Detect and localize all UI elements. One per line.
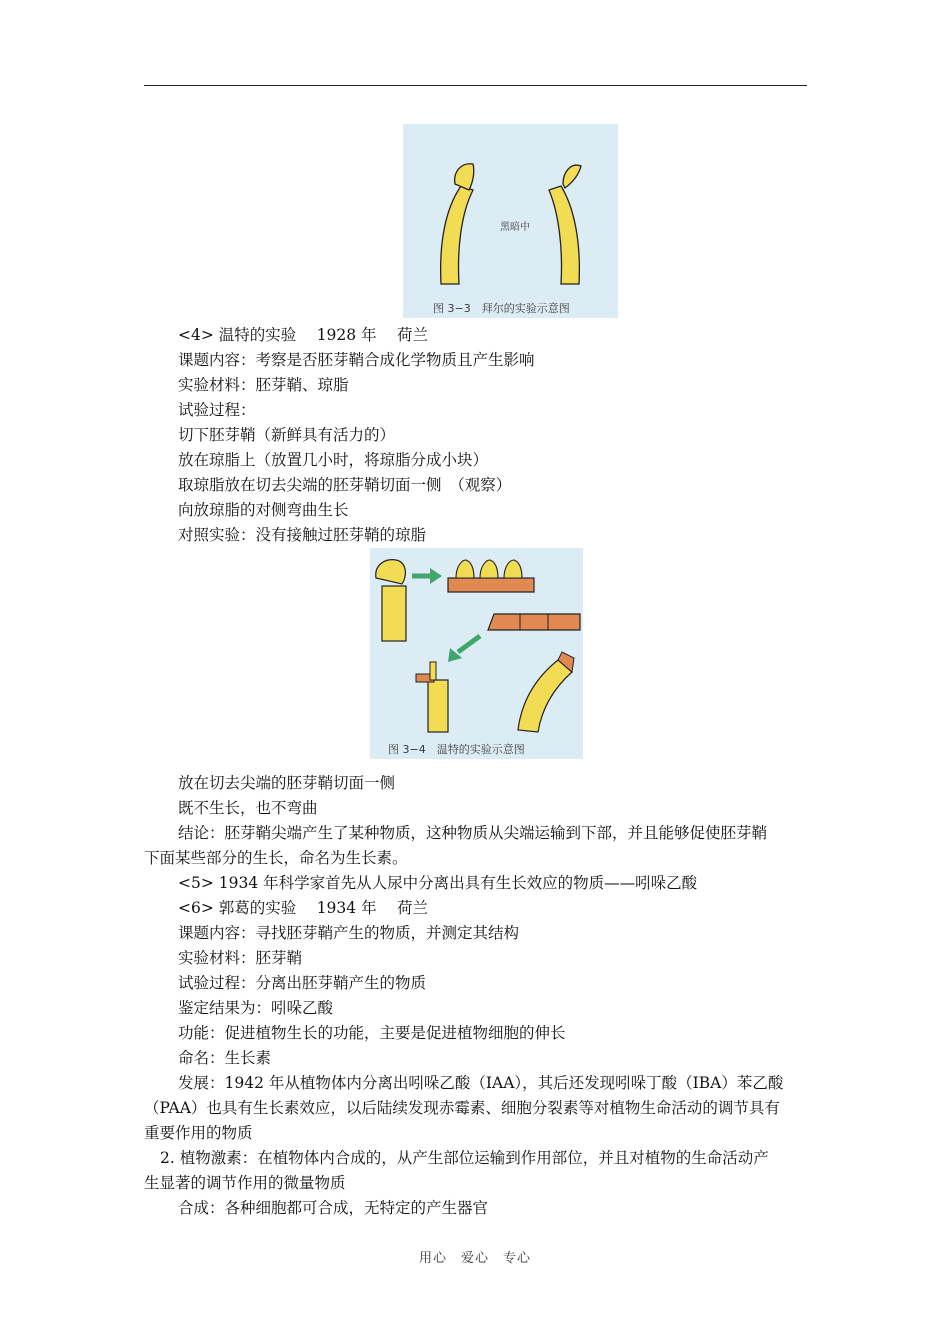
text-line-kogl-experiment: <6> 郭葛的实验 1934 年 荷兰 (178, 899, 428, 917)
tip-on-agar-1 (456, 560, 474, 578)
figure1-caption: 图 3−3 拜尔的实验示意图 (433, 302, 570, 315)
figure-went-experiment (370, 548, 583, 759)
figure-bayer-experiment (403, 124, 618, 318)
small-stub (430, 662, 436, 680)
text-line: 下面某些部分的生长，命名为生长素。 (144, 849, 408, 867)
text-line: 放在切去尖端的胚芽鞘切面一侧 (178, 774, 396, 792)
decapitated-coleoptile (428, 680, 448, 732)
agar-block-with-tips (448, 578, 534, 592)
text-line: （PAA）也具有生长素效应，以后陆续发现赤霉素、细胞分裂素等对植物生命活动的调节具有 (144, 1099, 780, 1117)
left-tip (455, 164, 474, 190)
text-line: 切下胚芽鞘（新鲜具有活力的） (178, 426, 396, 444)
arrow-down-left (458, 636, 480, 652)
text-line: 重要作用的物质 (144, 1124, 253, 1142)
text-line: 发展：1942 年从植物体内分离出吲哚乙酸（IAA），其后还发现吲哚丁酸（IBA）苯乙酸 (178, 1074, 784, 1092)
dark-label: 黑暗中 (500, 222, 530, 233)
curved-coleoptile (518, 660, 572, 732)
right-tip (563, 165, 581, 188)
text-line: 向放琼脂的对侧弯曲生长 (178, 501, 349, 519)
arrow-right-head (430, 568, 442, 584)
text-line: 取琼脂放在切去尖端的胚芽鞘切面一侧 （观察） (178, 476, 512, 494)
text-line-conclusion: 结论：胚芽鞘尖端产生了某种物质，这种物质从尖端运输到下部，并且能够促使胚芽鞘 (178, 824, 768, 842)
text-line: 对照实验：没有接触过胚芽鞘的琼脂 (178, 526, 427, 544)
figure2-caption: 图 3−4 温特的实验示意图 (388, 743, 525, 756)
text-line: 命名：生长素 (178, 1049, 272, 1067)
bayer-diagram (403, 124, 618, 318)
text-line: 试验过程：分离出胚芽鞘产生的物质 (178, 974, 427, 992)
page-footer: 用心 爱心 专心 (418, 1251, 531, 1266)
text-line: 课题内容：考察是否胚芽鞘合成化学物质且产生影响 (178, 351, 535, 369)
text-line: <5> 1934 年科学家首先从人尿中分离出具有生长效应的物质——吲哚乙酸 (178, 874, 698, 892)
text-line: 试验过程： (178, 401, 256, 419)
cut-tip (376, 560, 406, 584)
text-line-went-experiment: <4> 温特的实验 1928 年 荷兰 (178, 326, 428, 344)
text-line: 鉴定结果为：吲哚乙酸 (178, 999, 334, 1017)
tip-on-agar-3 (504, 560, 522, 578)
tip-on-agar-2 (480, 560, 498, 578)
right-coleoptile (549, 186, 579, 284)
text-line: 实验材料：胚芽鞘 (178, 949, 303, 967)
text-line: 合成：各种细胞都可合成，无特定的产生器官 (178, 1199, 489, 1217)
header-rule (144, 85, 807, 86)
left-coleoptile (441, 186, 473, 284)
coleoptile-stem (382, 586, 406, 641)
text-line: 生显著的调节作用的微量物质 (144, 1174, 346, 1192)
agar-pieces (488, 614, 580, 630)
went-diagram (370, 548, 583, 759)
text-line: 既不生长，也不弯曲 (178, 799, 318, 817)
text-line: 课题内容：寻找胚芽鞘产生的物质，并测定其结构 (178, 924, 520, 942)
text-line: 实验材料：胚芽鞘、琼脂 (178, 376, 349, 394)
text-line: 放在琼脂上（放置几小时，将琼脂分成小块） (178, 451, 489, 469)
text-line: 功能：促进植物生长的功能，主要是促进植物细胞的伸长 (178, 1024, 566, 1042)
text-line-plant-hormone: 2. 植物激素：在植物体内合成的，从产生部位运输到作用部位，并且对植物的生命活动产 (160, 1149, 769, 1167)
